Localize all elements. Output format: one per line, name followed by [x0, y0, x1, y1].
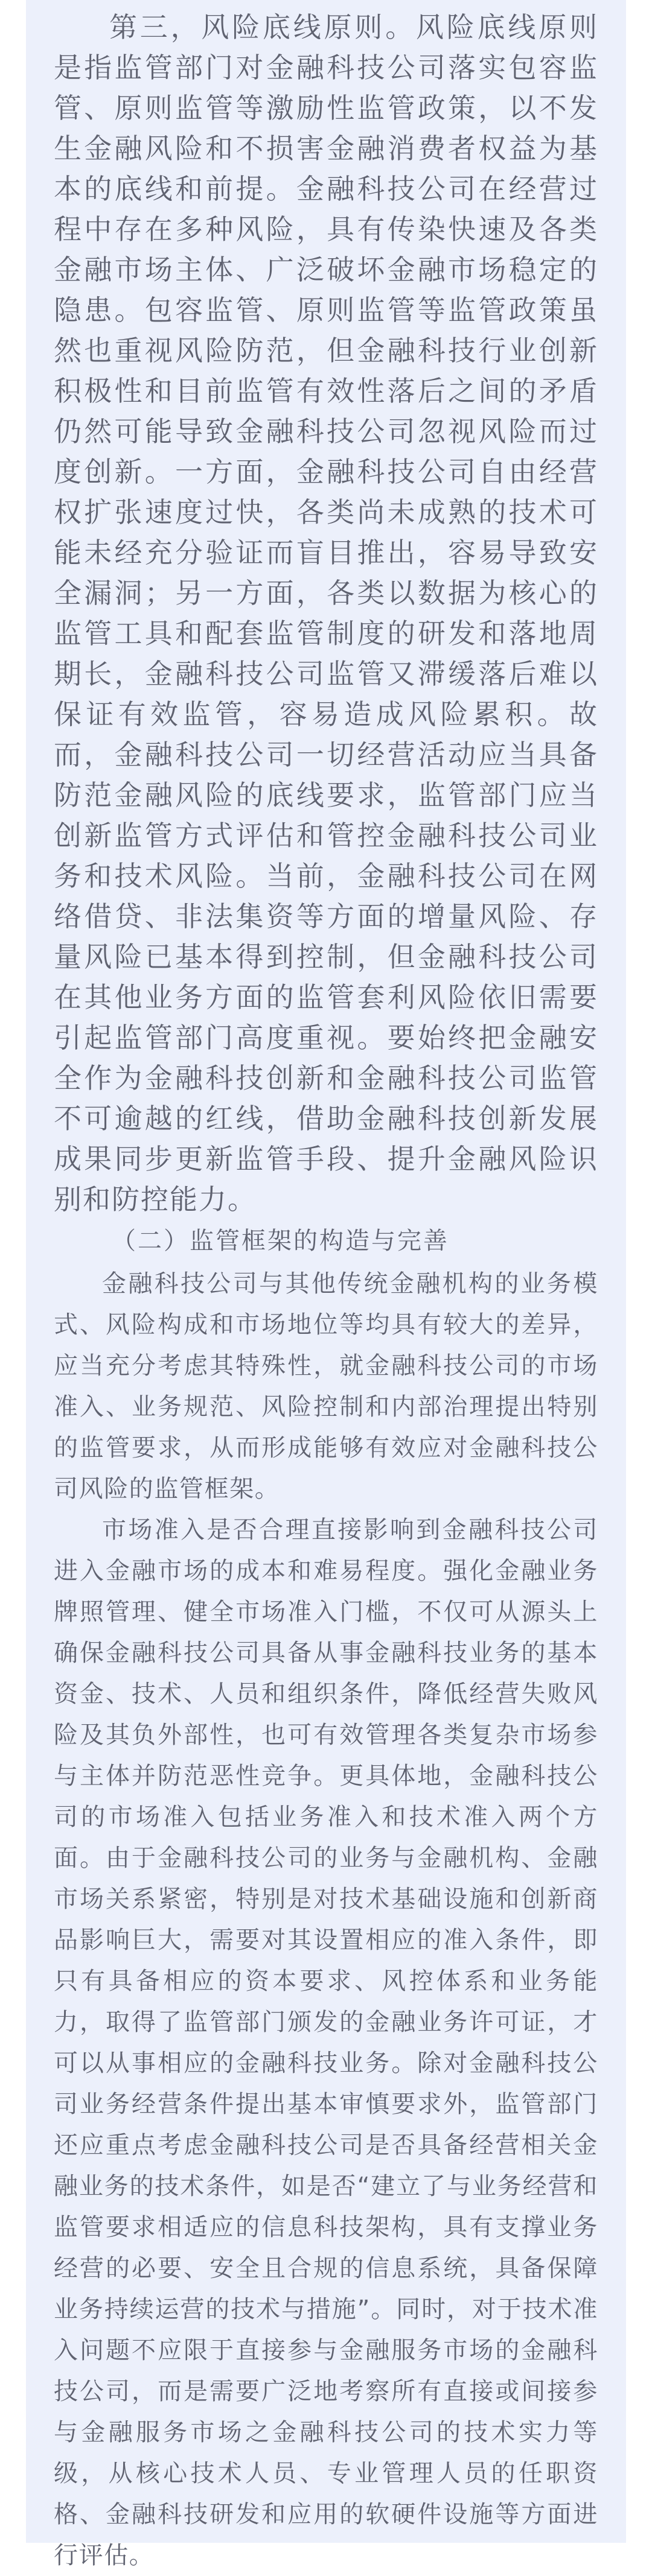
paragraph-regulatory-framework: 金融科技公司与其他传统金融机构的业务模式、风险构成和市场地位等均具有较大的差异，应当充分考虑其特殊性，就金融科技公司的市场准入、业务规范、风险控制和内部治理提出特别的监管要求，从而形成能够有效应对金融科技公司风险的监管框架。 — [54, 1270, 598, 1503]
paragraph-market-access: 市场准入是否合理直接影响到金融科技公司进入金融市场的成本和难易程度。强化金融业务牌照管理、健全市场准入门槛，不仅可从源头上确保金融科技公司具备从事金融科技业务的基本资金、技术、人员和组织条件，降低经营失败风险及其负外部性，也可有效管理各类复杂市场参与主体并防范恶性竞争。更具体地，金融科技公司的市场准入包括业务准入和技术准入两个方面。由于金融科技公司的业务与金融机构、金融市场关系紧密，特别是对技术基础设施和创新商品影响巨大，需要对其设置相应的准入条件，即只有具备相应的资本要求、风控体系和业务能力，取得了监管部门颁发的金融业务许可证，才可以从事相应的金融科技业务。除对金融科技公司业务经营条件提出基本审慎要求外，监管部门还应重点考虑金融科技公司是否具备经营相关金融业务的技术条件，如是否“建立了与业务经营和监管要求相适应的信息科技架构，具有支撑业务经营的必要、安全且合规的信息系统，具备保障业务持续运营的技术与措施”。同时，对于技术准入问题不应限于直接参与金融服务市场的金融科技公司，而是需要广泛地考察所有直接或间接参与金融服务市场之金融科技公司的技术实力等级，从核心技术人员、专业管理人员的任职资格、金融科技研发和应用的软硬件设施等方面进行评估。 — [54, 1516, 598, 2569]
paragraph-risk-bottom-line: 第三，风险底线原则。风险底线原则是指监管部门对金融科技公司落实包容监管、原则监管等激励性监管政策，以不发生金融风险和不损害金融消费者权益为基本的底线和前提。金融科技公司在经营过程中存在多种风险，具有传染快速及各类金融市场主体、广泛破坏金融市场稳定的隐患。包容监管、原则监管等监管政策虽然也重视风险防范，但金融科技行业创新积极性和目前监管有效性落后之间的矛盾仍然可能导致金融科技公司忽视风险而过度创新。一方面，金融科技公司自由经营权扩张速度过快，各类尚未成熟的技术可能未经充分验证而盲目推出，容易导致安全漏洞；另一方面，各类以数据为核心的监管工具和配套监管制度的研发和落地周期长，金融科技公司监管又滞缓落后难以保证有效监管，容易造成风险累积。故而，金融科技公司一切经营活动应当具备防范金融风险的底线要求，监管部门应当创新监管方式评估和管控金融科技公司业务和技术风险。当前，金融科技公司在网络借贷、非法集资等方面的增量风险、存量风险已基本得到控制，但金融科技公司在其他业务方面的监管套利风险依旧需要引起监管部门高度重视。要始终把金融安全作为金融科技创新和金融科技公司监管不可逾越的红线，借助金融科技创新发展成果同步更新监管手段、提升金融风险识别和防控能力。 — [54, 11, 598, 1216]
article-card — [26, 0, 626, 2569]
section-heading: （二）监管框架的构造与完善 — [112, 1227, 449, 1255]
